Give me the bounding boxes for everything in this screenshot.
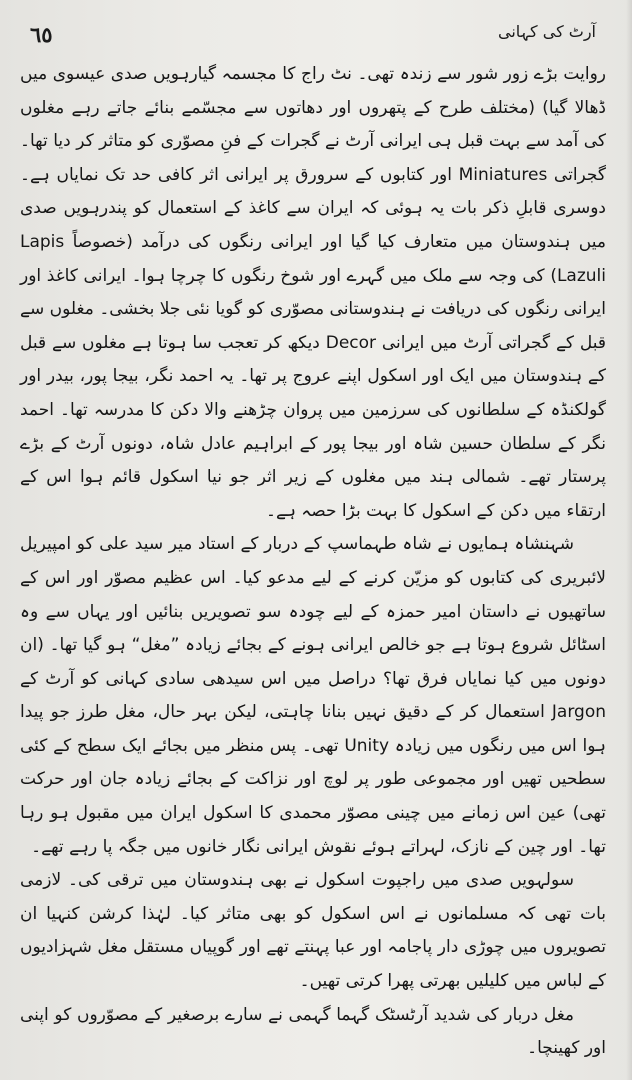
paragraph-4: مغل دربار کی شدید آرٹسٹک گہما گہمی نے سارے برصغیر کے مصوّروں کو اپنی اور کھینچا۔: [20, 1004, 606, 1059]
paragraph-2: شہنشاہ ہمایوں نے شاہ طہماسپ کے دربار کے استاد میر سید علی کو امپیریل لائبریری کی کتابوں کو مزیّن کرنے کے لیے مدعو کیا۔ اس عظیم مصوّر اور اس کے ساتھیوں نے داستان امیر حمزہ کے لیے چودہ سو تصویریں بنائیں اور یہاں سے وہ اسٹائل شروع ہوتا ہے جو خالص ایرانی ہونے کے بجائے زیادہ ”مغل“ ہو گیا تھا۔ (ان دونوں میں کیا نمایاں فرق تھا؟ دراصل میں اس سیدھی سادی کہانی کو آرٹ کے Jargon استعمال کر کے دقیق نہیں بنانا چاہتی، لیکن بہر حال، مغل طرز جو پیدا ہوا اس میں رنگوں میں زیادہ Unity تھی۔ پس منظر میں بجائے ایک سطح کے کئی سطحیں تھیں اور مجموعی طور پر لوچ اور نزاکت کے بجائے زیادہ جان اور حرکت تھی) عین اس زمانے میں چینی مصوّر محمدی کا اسکول ایران میں مقبول ہو رہا تھا۔ اور چین کے نازک، لہراتے ہوئے نقوش ایرانی نگار خانوں میں جگہ پا رہے تھے۔: [20, 534, 606, 857]
paragraph-1: روایت بڑے زور شور سے زندہ تھی۔ نٹ راج کا مجسمہ گیارہویں صدی عیسوی میں ڈھالا گیا) (مختلف طرح کے پتھروں اور دھاتوں سے مجسّمے بنائے جاتے رہے مغلوں کی آمد سے بہت قبل ہی ایرانی آرٹ نے گجرات کے فنِ مصوّری کو متاثر کر دیا تھا۔ گجراتی Miniatures اور کتابوں کے سرورق پر ایرانی اثر کافی حد تک نمایاں ہے۔ دوسری قابلِ ذکر بات یہ ہوئی کہ ایران سے کاغذ کے استعمال کو پندرہویں صدی میں ہندوستان میں متعارف کیا گیا اور ایرانی رنگوں کی درآمد (خصوصاً Lapis Lazuli) کی وجہ سے ملک میں گہرے اور شوخ رنگوں کا چرچا ہوا۔ ایرانی کاغذ اور ایرانی رنگوں کی دریافت نے ہندوستانی مصوّری کو گویا نئی جلا بخشی۔ مغلوں سے قبل کے گجراتی آرٹ میں ایرانی Decor دیکھ کر تعجب سا ہوتا ہے مغلوں سے قبل کے ہندوستان میں ایک اور اسکول اپنے عروج پر تھا۔ یہ احمد نگر، بیجا پور، بیدر اور گولکنڈہ کے سلطانوں کی سرزمین میں پروان چڑھنے والا دکن کا مدرسہ تھا۔ احمد نگر کے سلطان حسین شاہ اور بیجا پور کے ابراہیم عادل شاہ، دونوں آرٹ کے بڑے پرستار تھے۔ شمالی ہند میں مغلوں کے زیر اثر جو نیا اسکول قائم ہوا اس کے ارتقاء میں دکن کے اسکول کا بہت بڑا حصہ ہے۔: [20, 64, 607, 521]
paragraph-3: سولہویں صدی میں راجپوت اسکول نے بھی ہندوستان میں ترقی کی۔ لازمی بات تھی کہ مسلمانوں نے اس اسکول کو بھی متاثر کیا۔ لہٰذا کرشن کنہیا ان تصویروں میں چوڑی دار پاجامہ اور عبا پہنتے تھے اور گوپیاں مستقل مغل شہزادیوں کے لباس میں کلیلیں بھرتی پھرا کرتی تھیں۔: [20, 870, 606, 992]
page-body-text: [20, 58, 606, 1066]
page-number: ٦٥: [30, 22, 53, 47]
running-head: آرٹ کی کہانی: [497, 22, 596, 41]
page-edge-shadow: [626, 0, 632, 1080]
